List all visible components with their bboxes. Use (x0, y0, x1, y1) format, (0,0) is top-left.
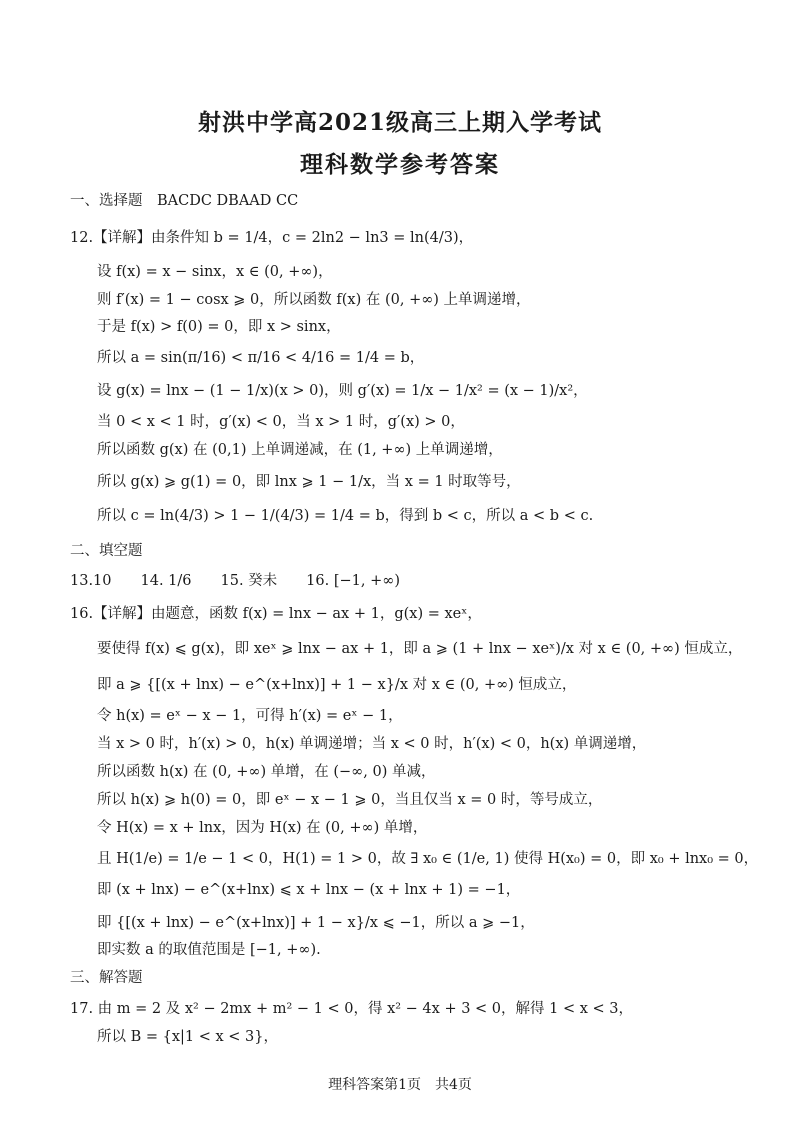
solution-line: 且 H(1/e) = 1/e − 1 < 0，H(1) = 1 > 0，故 ∃ x₀ ∈ (1/e, 1) 使得 H(x₀) = 0，即 x₀ + lnx₀ = 0， (97, 851, 759, 867)
solution-line: 设 g(x) = lnx − (1 − 1/x)(x > 0)，则 g′(x) = 1/x − 1/x² = (x − 1)/x²， (97, 383, 588, 399)
solution-line: 令 H(x) = x + lnx，因为 H(x) 在 (0, +∞) 单增， (97, 820, 428, 836)
solution-line: 令 h(x) = eˣ − x − 1，可得 h′(x) = eˣ − 1， (97, 708, 403, 724)
solution-line: 即 {[(x + lnx) − e^(x+lnx)] + 1 − x}/x ⩽ −1，所以 a ⩾ −1， (97, 915, 535, 931)
solution-line: 于是 f(x) > f(0) = 0，即 x > sinx， (97, 319, 341, 335)
solution-line: 所以函数 g(x) 在 (0,1) 上单调递减，在 (1, +∞) 上单调递增， (97, 442, 503, 458)
document-subtitle: 理科数学参考答案 (300, 151, 500, 178)
solution-line: 17. 由 m = 2 及 x² − 2mx + m² − 1 < 0，得 x² − 4x + 3 < 0，解得 1 < x < 3， (70, 1001, 633, 1017)
solution-line: 所以 B = {x|1 < x < 3}， (97, 1029, 279, 1045)
solution-line: 所以 g(x) ⩾ g(1) = 0，即 lnx ⩾ 1 − 1/x，当 x = 1 时取等号， (97, 474, 521, 490)
solution-line: 所以函数 h(x) 在 (0, +∞) 单增，在 (−∞, 0) 单减， (97, 764, 436, 780)
section-heading: 一、选择题 BACDC DBAAD CC (70, 193, 299, 209)
section-heading: 三、解答题 (70, 970, 143, 986)
document-title: 射洪中学高2021级高三上期入学考试 (197, 109, 602, 136)
solution-line: 12.【详解】由条件知 b = 1/4，c = 2ln2 − ln3 = ln(4/3)， (70, 230, 474, 246)
solution-line: 则 f′(x) = 1 − cosx ⩾ 0，所以函数 f(x) 在 (0, +∞) 上单调递增， (97, 292, 531, 308)
solution-line: 所以 h(x) ⩾ h(0) = 0，即 eˣ − x − 1 ⩾ 0，当且仅当 x = 0 时，等号成立， (97, 792, 603, 808)
solution-line: 即 a ⩾ {[(x + lnx) − e^(x+lnx)] + 1 − x}/x 对 x ∈ (0, +∞) 恒成立， (97, 677, 577, 693)
solution-line: 要使得 f(x) ⩽ g(x)，即 xeˣ ⩾ lnx − ax + 1，即 a ⩾ (1 + lnx − xeˣ)/x 对 x ∈ (0, +∞) 恒成立， (97, 641, 743, 657)
section-heading: 二、填空题 (70, 543, 143, 559)
answer-line: 13.10 14. 1/6 15. 癸未 16. [−1, +∞) (70, 573, 400, 589)
solution-line: 设 f(x) = x − sinx，x ∈ (0, +∞)， (97, 264, 333, 280)
solution-line: 所以 c = ln(4/3) > 1 − 1/(4/3) = 1/4 = b，得到 b < c，所以 a < b < c. (97, 508, 594, 524)
solution-line: 即 (x + lnx) − e^(x+lnx) ⩽ x + lnx − (x + lnx + 1) = −1， (97, 882, 521, 898)
solution-line: 即实数 a 的取值范围是 [−1, +∞). (97, 942, 321, 958)
solution-line: 当 x > 0 时，h′(x) > 0，h(x) 单调递增；当 x < 0 时，h′(x) < 0，h(x) 单调递增， (97, 736, 647, 752)
solution-line: 16.【详解】由题意，函数 f(x) = lnx − ax + 1，g(x) = xeˣ， (70, 606, 482, 622)
solution-line: 当 0 < x < 1 时，g′(x) < 0，当 x > 1 时，g′(x) > 0， (97, 414, 465, 430)
solution-line: 所以 a = sin(π/16) < π/16 < 4/16 = 1/4 = b， (97, 350, 425, 366)
page-footer: 理科答案第1页 共4页 (328, 1077, 472, 1093)
